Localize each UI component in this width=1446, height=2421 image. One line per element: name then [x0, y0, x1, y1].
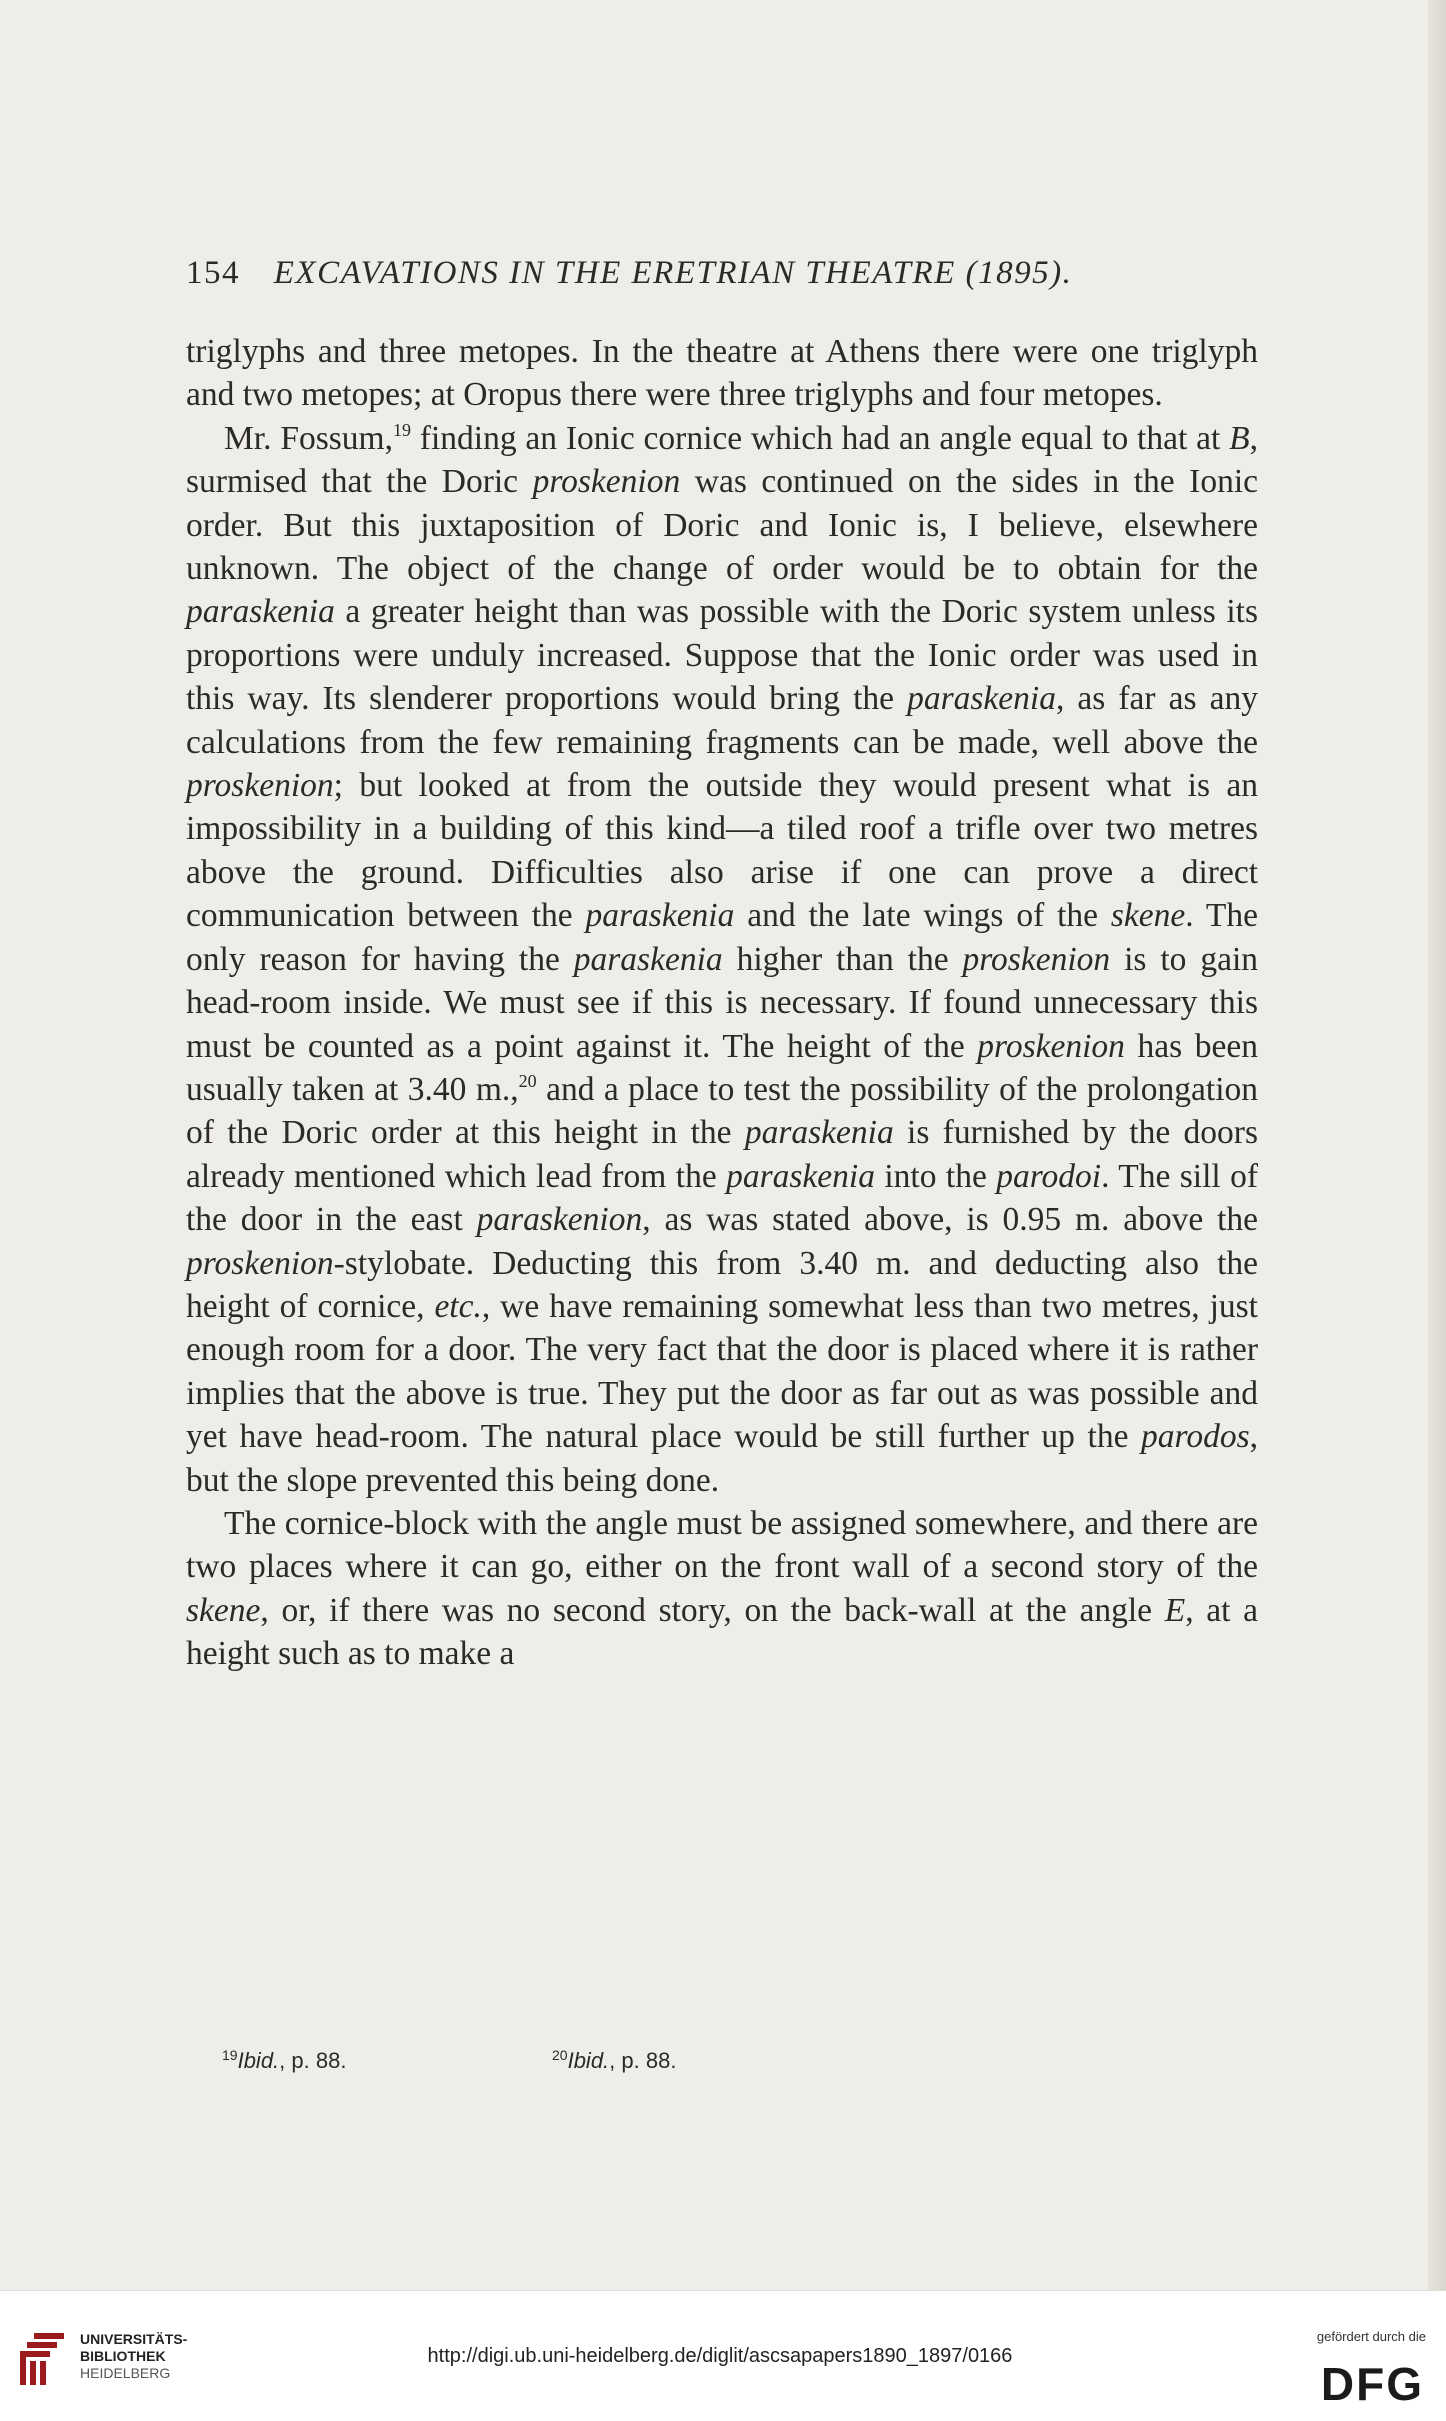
- text-run: is to gain head-room inside. We must see if this is necessary. If found unnecessary this must be counted as a point against it. The height of the: [186, 940, 1258, 1065]
- page-edge-shadow: [1428, 0, 1446, 2290]
- text-run: , we have remaining somewhat less than two metres, just enough room for a door. The very fact that the door is placed where it is rather implies that the above is true. They put the door as far out as was possible and yet have head-room. The natural place would be still further up the: [186, 1287, 1258, 1456]
- text-run: -stylobate. Deducting this from 3.40 m. and deducting also the height of cornice,: [186, 1244, 1258, 1325]
- running-header: [186, 255, 1276, 292]
- text-run: a greater height than was possible with the Doric system unless its proportions were unduly increased. Suppose that the Ionic order was used in this way. Its slenderer proportions would bring the: [186, 593, 1258, 718]
- italic-term: parodoi: [996, 1157, 1102, 1195]
- italic-term: paraskenia: [744, 1114, 894, 1152]
- library-logo-icon: [14, 2329, 70, 2387]
- italic-term: paraskenia: [573, 940, 723, 978]
- footnote-page: , p. 88.: [279, 2048, 347, 2073]
- footnote-ref-20[interactable]: 20: [518, 1070, 537, 1091]
- footnotes: [222, 2048, 1122, 2074]
- italic-term: etc.: [434, 1287, 482, 1325]
- italic-term: skene: [186, 1591, 261, 1629]
- text-run: is furnished by the doors already mentioned which lead from the: [186, 1114, 1258, 1195]
- italic-term: proskenion: [977, 1027, 1125, 1065]
- italic-term: skene: [1110, 897, 1186, 935]
- text-run: The cornice-block with the angle must be assigned somewhere, and there are two places where it can go, either on the front wall of a second story of the: [186, 1504, 1258, 1586]
- text-run: was continued on the sides in the Ionic order. But this juxtaposition of Doric and Ionic is, I believe, elsewhere unknown. The object of the change of order would be to obtain for the: [186, 463, 1258, 588]
- text-run: , at a height such as to make a: [186, 1591, 1258, 1673]
- text-run: and the late wings of the: [734, 897, 1111, 935]
- italic-term: B: [1229, 419, 1250, 457]
- paragraph-3: [186, 1502, 1258, 1676]
- library-name: [80, 2331, 187, 2382]
- text-run: , as far as any calculations from the few remaining fragments can be made, well above the: [186, 680, 1258, 761]
- text-run: Mr. Fossum,: [224, 419, 393, 457]
- paragraph-1: [186, 330, 1258, 417]
- text-run: finding an Ionic cornice which had an angle equal to that at: [410, 419, 1230, 457]
- italic-term: proskenion: [186, 1244, 334, 1282]
- text-run: , surmised that the Doric: [186, 419, 1258, 501]
- footnote-page: , p. 88.: [609, 2048, 677, 2073]
- italic-term: proskenion: [962, 940, 1111, 978]
- paragraph-2: [186, 417, 1258, 1502]
- text-run: has been usually taken at 3.40 m.,: [186, 1027, 1258, 1108]
- text-run: higher than the: [722, 940, 963, 978]
- footnote-20: [552, 2048, 676, 2074]
- permalink-url[interactable]: http://digi.ub.uni-heidelberg.de/diglit/ascsapapers1890_1897/0166: [427, 2345, 1013, 2367]
- text-run: ; but looked at from the outside they would present what is an impossibility in a building of this kind—a tiled roof a trifle over two metres above the ground. Difficulties also arise if one can prove a direct communication between the: [186, 767, 1258, 935]
- library-name-line: BIBLIOTHEK: [80, 2348, 166, 2364]
- footnote-number: 19: [222, 2047, 238, 2063]
- paragraph-1-text: triglyphs and three metopes. In the theatre at Athens there were one triglyph and two metopes; at Oropus there were three triglyphs and four metopes.: [186, 333, 1258, 414]
- italic-term: parodos: [1141, 1418, 1250, 1456]
- text-run: , but the slope prevented this being done.: [186, 1418, 1258, 1499]
- footnote-19: [222, 2048, 346, 2074]
- text-run: . The sill of the door in the east: [186, 1157, 1258, 1239]
- dfg-logo: DFG: [1320, 2358, 1424, 2410]
- library-name-line: HEIDELBERG: [80, 2365, 171, 2381]
- italic-term: paraskenia: [585, 897, 735, 935]
- text-run: into the: [874, 1157, 997, 1195]
- footnote-ibid: Ibid.: [567, 2048, 610, 2073]
- digitization-footer: [0, 2290, 1446, 2421]
- text-run: , as was stated above, is 0.95 m. above the: [642, 1201, 1258, 1239]
- text-run: . The only reason for having the: [186, 897, 1258, 978]
- italic-term: paraskenia: [186, 593, 335, 631]
- running-title: EXCAVATIONS IN THE ERETRIAN THEATRE (1895).: [273, 255, 1073, 291]
- footnote-ibid: Ibid.: [237, 2048, 280, 2073]
- italic-term: proskenion: [186, 767, 334, 805]
- italic-term: paraskenion: [476, 1201, 643, 1239]
- text-run: and a place to test the possibility of the prolongation of the Doric order at this height in the: [186, 1070, 1258, 1152]
- italic-term: E: [1164, 1591, 1186, 1629]
- page-number: 154: [186, 255, 240, 291]
- text-run: , or, if there was no second story, on the back-wall at the angle: [260, 1591, 1165, 1629]
- footnote-ref-19[interactable]: 19: [392, 419, 411, 440]
- footnote-number: 20: [552, 2047, 568, 2063]
- italic-term: paraskenia: [907, 680, 1056, 718]
- library-name-line: UNIVERSITÄTS-: [80, 2331, 188, 2347]
- funding-note: gefördert durch die: [1316, 2329, 1426, 2344]
- italic-term: proskenion: [532, 463, 681, 501]
- body-text: [186, 330, 1258, 1676]
- italic-term: paraskenia: [726, 1157, 875, 1195]
